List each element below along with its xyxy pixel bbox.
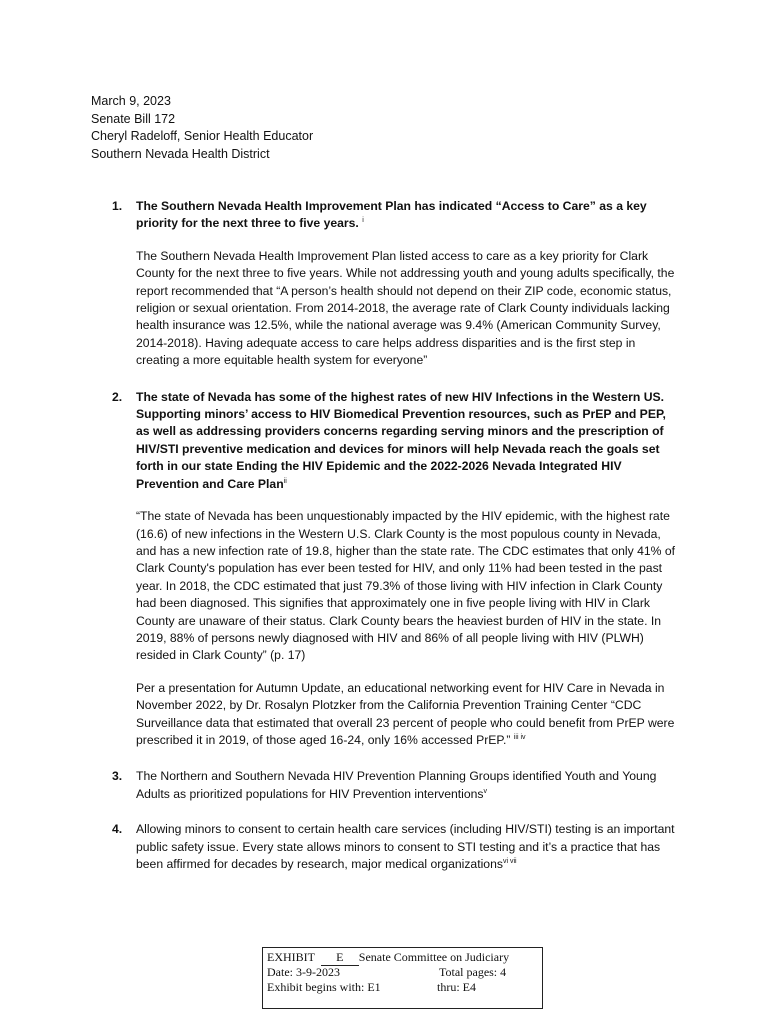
item-number: 3. xyxy=(112,769,123,784)
header-org: Southern Nevada Health District xyxy=(91,146,270,161)
footnote-ref: iii iv xyxy=(513,733,526,741)
item-number: 4. xyxy=(112,822,123,837)
item-text: The Northern and Southern Nevada HIV Prevention Planning Groups identified Youth and Young Adults as prioritized populations for HIV Prevention interventions$^v$ xyxy=(136,769,657,801)
header-author: Cheryl Radeloff, Senior Health Educator xyxy=(91,129,314,143)
list-item-3 xyxy=(112,768,682,803)
item-number: 1. xyxy=(112,199,123,213)
letter-header xyxy=(91,93,313,163)
exhibit-date: Date: 3-9-2023 xyxy=(267,965,340,979)
footnote-ref: v xyxy=(483,787,488,795)
footnote-ref: ii xyxy=(283,477,287,485)
exhibit-letter: E xyxy=(321,950,359,966)
item-text: Allowing minors to consent to certain health care services (including HIV/STI) testing is an important public safety issue. Every state allows minors to consent to STI testing and it’s a practice that has been affirmed for decades by research, major medical organizations$^{vi vii}$ xyxy=(136,822,675,871)
footnote-ref: i xyxy=(362,217,364,225)
list-item-2 xyxy=(112,389,682,750)
item-heading: The Southern Nevada Health Improvement Plan has indicated “Access to Care” as a key priority for the next three to five years. $^i$ xyxy=(136,199,647,231)
numbered-list xyxy=(112,198,682,873)
exhibit-committee: Senate Committee on Judiciary xyxy=(358,950,510,964)
exhibit-total-pages: Total pages: 4 xyxy=(439,965,507,979)
list-item-1 xyxy=(112,198,682,370)
item-paragraph: “The state of Nevada has been unquestionably impacted by the HIV epidemic, with the highest rate (16.6) of new infections in the Western U.S. Clark County is the most populous county in Nevada, and has a new infection rate of 19.8, higher than the state rate. The CDC estimates that only 41% of Clark County's population has ever been tested for HIV, and only 11% had been tested in the past year. In 2018, the CDC estimated that just 79.3% of those living with HIV infection in Clark County had been diagnosed. This signifies that approximately one in five people living with HIV in Clark County are unaware of their status. Clark County bears the heaviest burden of HIV in the state. In 2019, 88% of persons newly diagnosed with HIV and 86% of all people living with HIV (PLWH) resided in Clark County” (p. 17) xyxy=(136,509,676,663)
item-paragraph: The Southern Nevada Health Improvement Plan listed access to care as a key priority for Clark County for the next three to five years. While not addressing youth and young adults specifically, the report recommended that “A person’s health should not depend on their ZIP code, economic status, religion or sexual orientation. From 2014-2018, the average rate of Clark County individuals lacking health insurance was 12.5%, while the national average was 9.4% (American Community Survey, 2014-2018). Having adequate access to care helps address disparities and is the first step in creating a more equitable health system for everyone” xyxy=(136,248,675,368)
item-number: 2. xyxy=(112,389,123,404)
exhibit-thru: thru: E4 xyxy=(437,980,476,994)
exhibit-begins: Exhibit begins with: E1 xyxy=(267,980,381,994)
footnote-ref: vi vii xyxy=(502,857,517,865)
item-heading: The state of Nevada has some of the highest rates of new HIV Infections in the Western US. Supporting minors’ access to HIV Biomedical Prevention resources, such as PrEP and PEP, as well as addressing providers concerns regarding serving minors and the prescription of HIV/STI preventive medication and devices for minors will help Nevada reach the goals set forth in our state Ending the HIV Epidemic and the 2022-2026 Nevada Integrated HIV Prevention and Care Plan$^{ii}$ xyxy=(136,389,666,491)
item-paragraph: Per a presentation for Autumn Update, an educational networking event for HIV Care in Nevada in November 2022, by Dr. Rosalyn Plotzker from the California Prevention Training Center “CDC Surveillance data that estimated that overall 23 percent of people who could benefit from PrEP were prescribed it in 2019, of those aged 16-24, only 16% accessed PrEP.” $^{iii iv}$ xyxy=(136,680,675,747)
list-item-4 xyxy=(112,821,682,873)
exhibit-stamp xyxy=(262,947,543,1009)
header-date: March 9, 2023 xyxy=(91,94,171,108)
exhibit-label: EXHIBIT xyxy=(267,950,315,964)
header-bill: Senate Bill 172 xyxy=(91,111,176,126)
